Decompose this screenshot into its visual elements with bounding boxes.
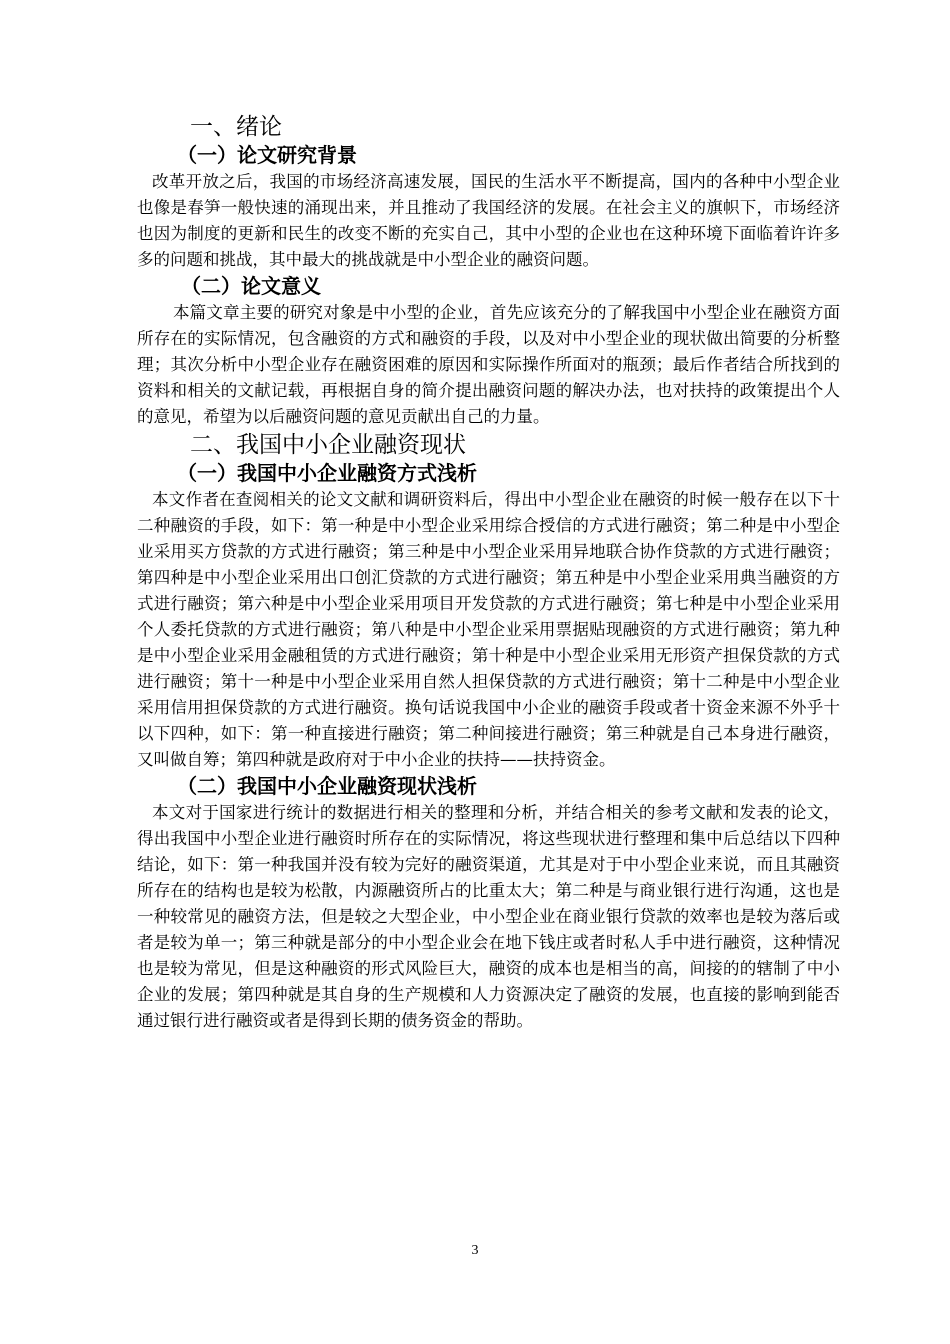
paragraph-thesis-significance: 本篇文章主要的研究对象是中小型的企业，首先应该充分的了解我国中小型企业在融资方面所存在的实际情况，包含融资的方式和融资的手段，以及对中小型企业的现状做出简要的分析整理；其次分析中小型企业存在融资困难的原因和实际操作所面对的瓶颈；最后作者结合所找到的资料和相关的文献记载，再根据自身的简介提出融资问题的解决办法，也对扶持的政策提出个人的意见，希望为以后融资问题的意见贡献出自己的力量。 bbox=[137, 303, 840, 426]
page-number: 3 bbox=[471, 1243, 479, 1258]
subsection-heading-research-background: （一）论文研究背景 bbox=[177, 143, 357, 167]
paragraph-financing-methods: 本文作者在查阅相关的论文文献和调研资料后，得出中小型企业在融资的时候一般存在以下十二种融资的手段，如下：第一种是中小型企业采用综合授信的方式进行融资；第二种是中小型企业采用买方贷款的方式进行融资；第三种是中小型企业采用异地联合协作贷款的方式进行融资；第四种是中小型企业采用出口创汇贷款的方式进行融资；第五种是中小型企业采用典当融资的方式进行融资；第六种是中小型企业采用项目开发贷款的方式进行融资；第七种是中小型企业采用个人委托贷款的方式进行融资；第八种是中小型企业采用票据贴现融资的方式进行融资；第九种是中小型企业采用金融租赁的方式进行融资；第十种是中小型企业采用无形资产担保贷款的方式进行融资；第十一种是中小型企业采用自然人担保贷款的方式进行融资；第十二种是中小型企业采用信用担保贷款的方式进行融资。换句话说我国中小企业的融资手段或者十资金来源不外乎十以下四种，如下：第一种直接进行融资；第二种间接进行融资；第三种就是自己本身进行融资，又叫做自筹；第四种就是政府对于中小企业的扶持——扶持资金。 bbox=[137, 490, 840, 769]
subsection-heading-financing-methods: （一）我国中小企业融资方式浅析 bbox=[177, 461, 477, 485]
subsection-heading-financing-status-analysis: （二）我国中小企业融资现状浅析 bbox=[177, 774, 477, 798]
section-heading-introduction: 一、绪论 bbox=[190, 114, 282, 140]
subsection-heading-thesis-significance: （二）论文意义 bbox=[181, 274, 321, 298]
paragraph-research-background: 改革开放之后，我国的市场经济高速发展，国民的生活水平不断提高，国内的各种中小型企业也像是春笋一般快速的涌现出来，并且推动了我国经济的发展。在社会主义的旗帜下，市场经济也因为制度的更新和民生的改变不断的充实自己，其中小型的企业也在这种环境下面临着许许多多的问题和挑战，其中最大的挑战就是中小型企业的融资问题。 bbox=[137, 172, 840, 269]
page-content bbox=[137, 112, 840, 1034]
section-heading-financing-status: 二、我国中小企业融资现状 bbox=[190, 432, 466, 458]
paragraph-financing-status-analysis: 本文对于国家进行统计的数据进行相关的整理和分析，并结合相关的参考文献和发表的论文，得出我国中小型企业进行融资时所存在的实际情况，将这些现状进行整理和集中后总结以下四种结论，如下：第一种我国并没有较为完好的融资渠道，尤其是对于中小型企业来说，而且其融资所存在的结构也是较为松散，内源融资所占的比重太大；第二种是与商业银行进行沟通，这也是一种较常见的融资方法，但是较之大型企业，中小型企业在商业银行贷款的效率也是较为落后或者是较为单一；第三种就是部分的中小型企业会在地下钱庄或者时私人手中进行融资，这种情况也是较为常见，但是这种融资的形式风险巨大，融资的成本也是相当的高，间接的的辖制了中小企业的发展；第四种就是其自身的生产规模和人力资源决定了融资的发展，也直接的影响到能否通过银行进行融资或者是得到长期的债务资金的帮助。 bbox=[137, 803, 840, 1030]
